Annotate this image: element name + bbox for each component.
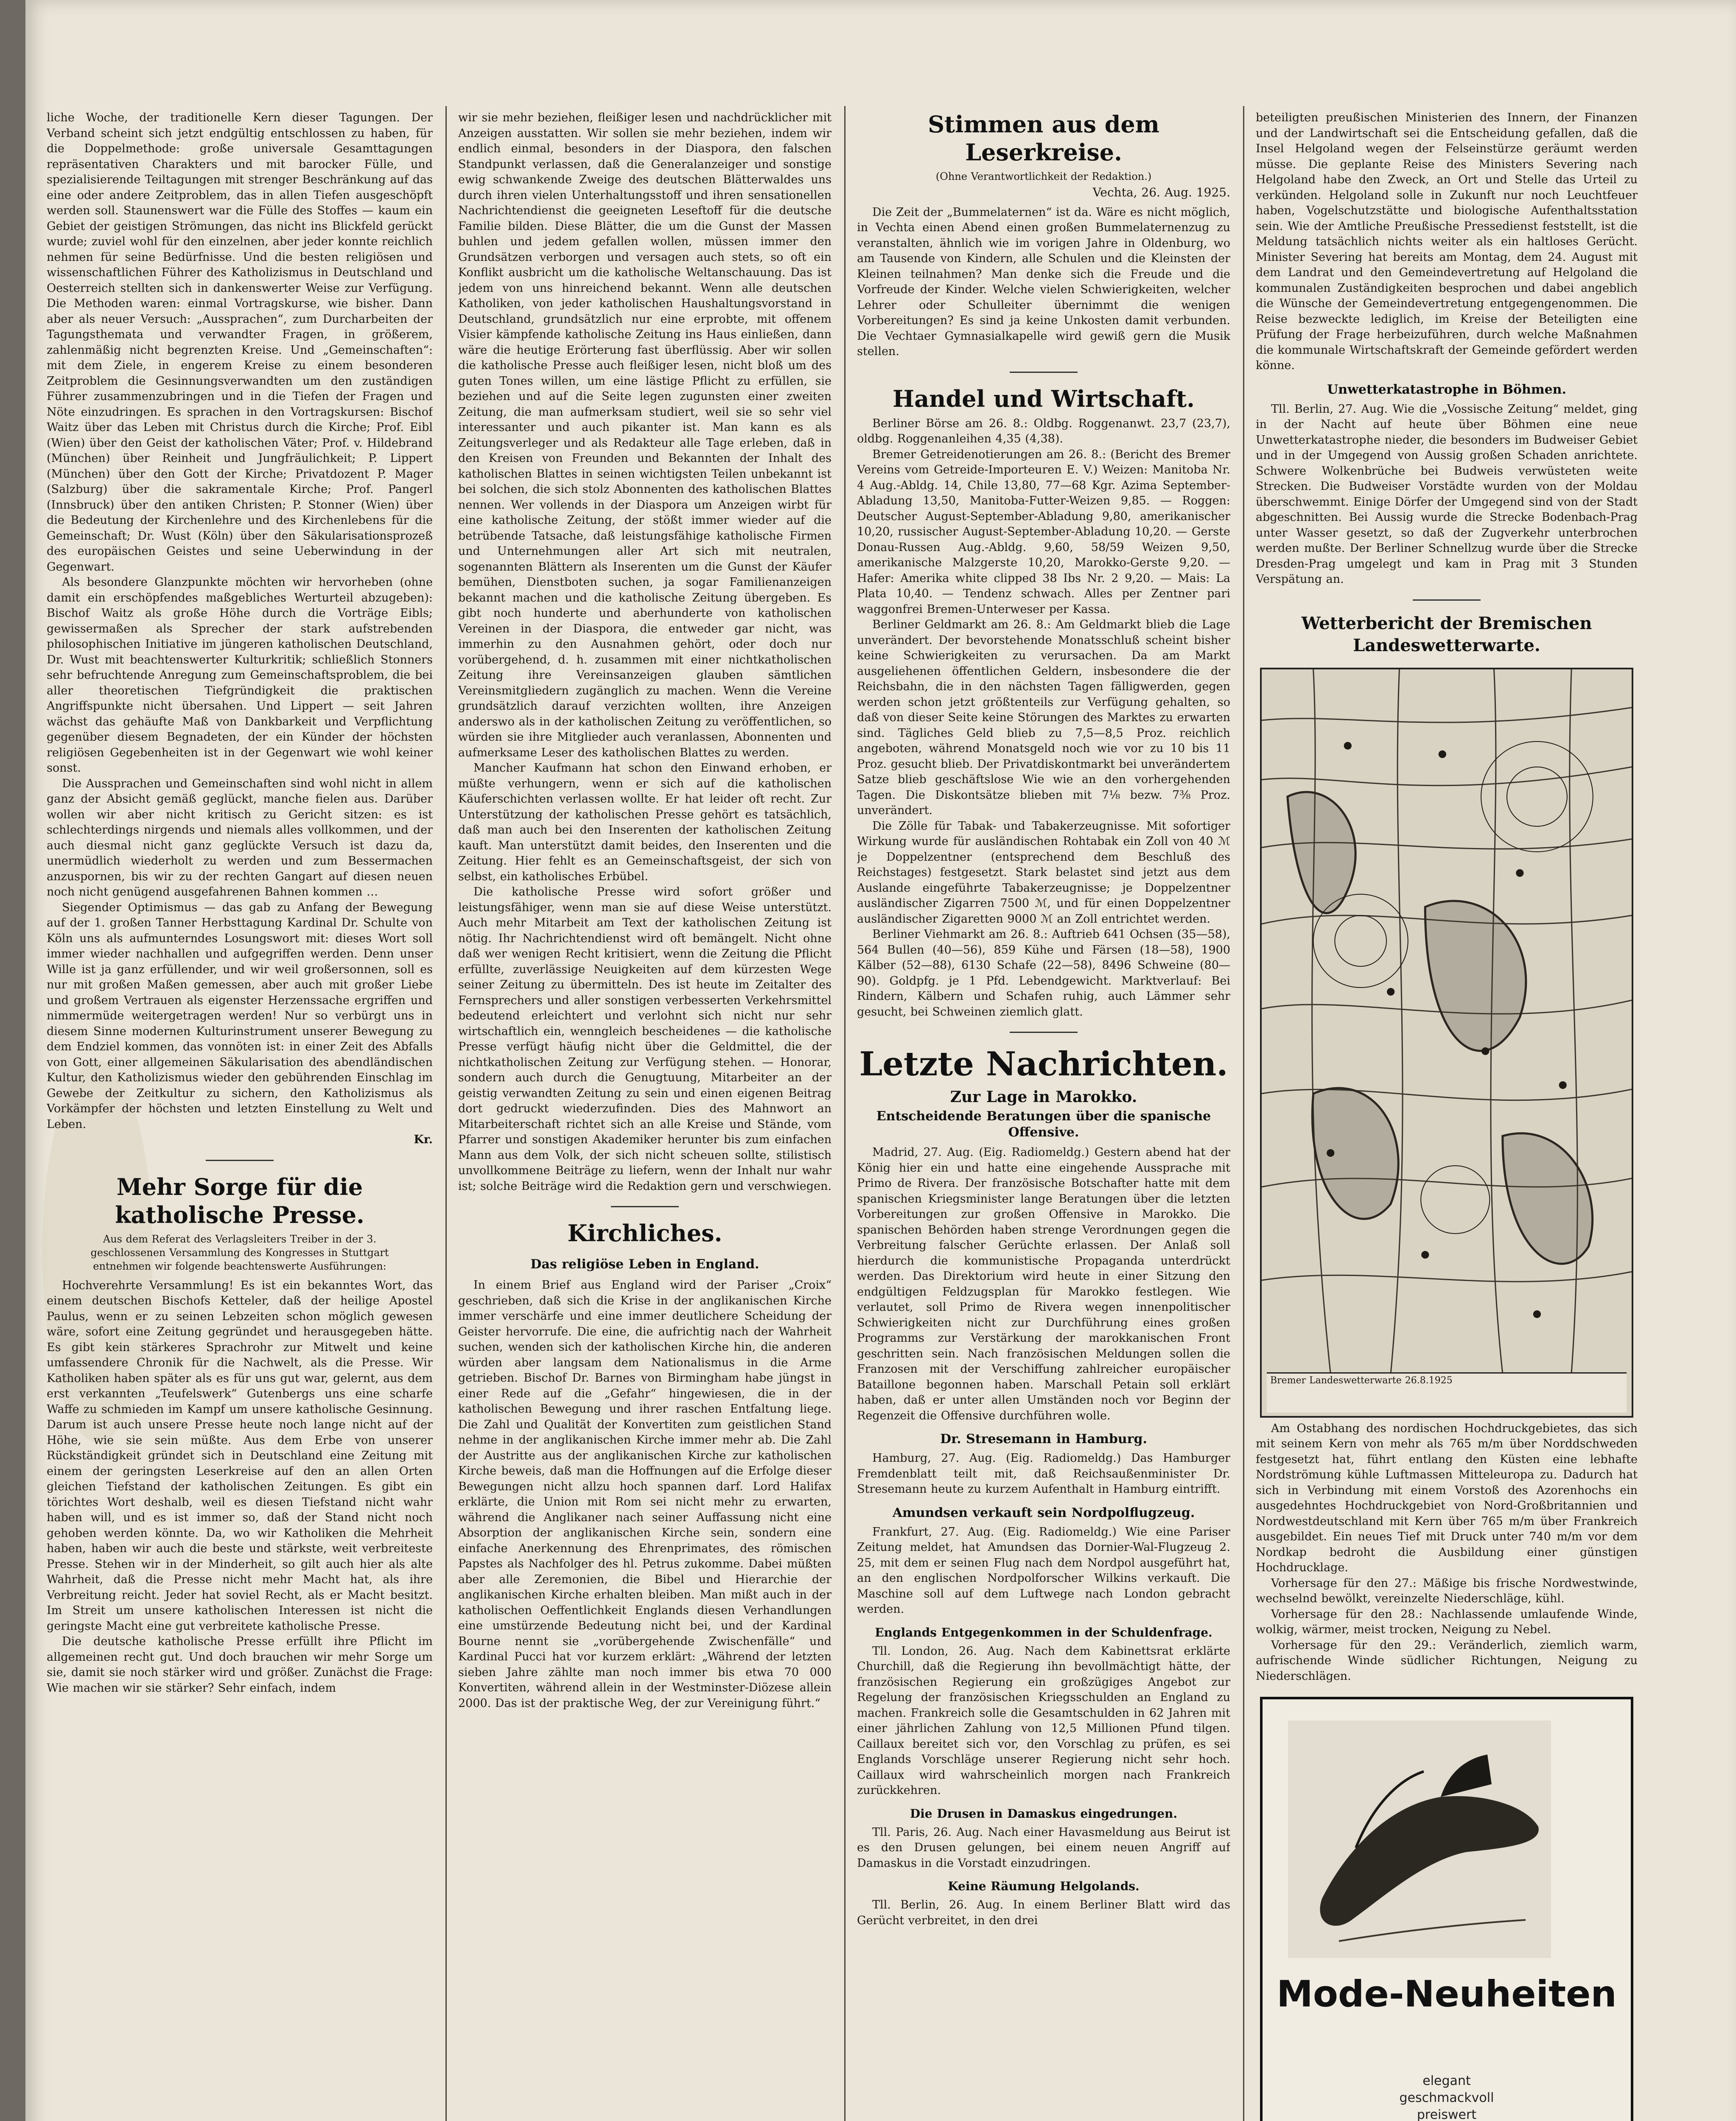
headline-leserkreise: Stimmen aus dem Leserkreise. <box>928 111 1159 166</box>
headline-kirchliches: Kirchliches. <box>567 1220 722 1247</box>
subhead-helgoland: Keine Räumung Helgolands. <box>948 1879 1140 1893</box>
news-paragraph: Madrid, 27. Aug. (Eig. Radiomeldg.) Gestern abend hat der König hier ein und hatte eine eingehende Aussprache mit Primo de Rivera. Der französische Botschafter hatte mit dem spanischen Kriegsminister lange Beratungen über die letzten Vorbereitungen zur großen Offensive in Marokko. Die spanischen Behörden haben strenge Verordnungen gegen die Verbreitung falscher Gerüchte erlassen. Der Anlaß soll hierdurch die kommunistische Propaganda unterdrückt werden. Das Direktorium wird heute in einer Sitzung den endgültigen Feldzugsplan für Marokko festlegen. Wie verlautet, soll Primo de Rivera wegen innenpolitischer Schwierigkeiten nicht zur Durchführung eines großen Programms zur Verstärkung der marokkanischen Front geschritten sein. Nach französischen Meldungen sollen die Franzosen mit der Verschiffung zahlreicher europäischer Bataillone begonnen haben. Marschall Petain soll erklärt haben, daß er unter allen Umständen noch vor Beginn der Regenzeit die Offensive durchführen wolle. <box>857 1146 1230 1422</box>
author-initials: Kr. <box>414 1133 433 1146</box>
article-paragraph: wir sie mehr beziehen, fleißiger lesen und nachdrücklicher mit Anzeigen ausstatten. Wir sollen sie mehr beziehen, indem wir endlich einmal, besonders in der Diaspora, den falschen Standpunkt verlassen, daß die Generalanzeiger und sonstige ewig schwankende Zweige des deutschen Blätterwaldes uns durch ihren vielen Unterhaltungsstoff und ihren sensationellen Nachrichtendienst die geeigneten Leseftoff für die deutsche Familie bilden. Diese Blätter, die um die Gunst der Massen buhlen und jedem gefallen wollen, müssen immer den Grundsätzen verborgen und versagen auch stets, so oft ein Konflikt ausbricht um die katholische Weltanschauung. Das ist jedem von uns hinreichend bekannt. Wenn alle deutschen Katholiken, von jeder katholischen Haushaltungsvorstand in Deutschland, grundsätzlich nur eine erprobte, mit offenem Visier kämpfende katholische Zeitung ins Haus einließen, dann wäre die heutige Erörterung fast überflüssig. Aber wir sollen die katholische Presse auch fleißiger lesen, nicht bloß um des guten Tones willen, um eine lästige Pflicht zu erfüllen, sie beziehen und auf die Seite legen zugunsten einer zweiten Zeitung, die man aufmerksam studiert, weil sie so sehr viel interessanter und auch pikanter ist. Man kann es als Zeitungsverleger und als Redakteur alle Tage erleben, daß in den Kreisen von Freunden und Bekannten der Inhalt des katholischen Blattes in seinen wichtigsten Teilen unbekannt ist bei solchen, die sich stolz Abonnenten des katholischen Blattes nennen. Wer vollends in der Diaspora um Anzeigen wirbt für eine katholische Zeitung, der stößt immer wieder auf die betrübende Tatsache, daß leistungsfähige katholische Firmen und Unternehmungen aller Art sich mit neutralen, sogenannten Blättern als Inserenten um die Gunst der Käufer bemühen, Dienstboten suchen, ja sogar Familienanzeigen bekannt machen und die katholische Zeitung übergeben. Es gibt noch hunderte und aberhunderte von katholischen Vereinen in der Diaspora, die entweder gar nicht, was immerhin zu den Ausnahmen gehört, oder doch nur vorübergehend, d. h. zusammen mit einer nichtkatholischen Zeitung ihre Vereinsanzeigen glauben sämtlichen Vereinsmitgliedern zugänglich zu machen. Wenn die Vereine grundsätzlich darauf verzichten wollten, ihre Anzeigen anderswo als in der katholischen Zeitung zu veröffentlichen, so würden sie ihre Mitglieder auch veranlassen, Abonnenten und aufmerksame Leser des katholischen Blattes zu werden. <box>458 111 832 759</box>
subhead-unwetter: Unwetterkatastrophe in Böhmen. <box>1327 382 1566 397</box>
article-paragraph: liche Woche, der traditionelle Kern dieser Tagungen. Der Verband scheint sich jetzt endgültig entschlossen zu haben, für die Doppelmethode: große universale Gesamttagungen repräsentativen Charakters und mit barocker Fülle, und spezialisierende Teiltagungen mit strenger Beschränkung auf das eine oder andere Zeitproblem, das in allen Tiefen ausgeschöpft werden soll. Staunenswert war die Fülle des Stoffes — kaum ein Gebiet der geistigen Strömungen, das nicht ins Blickfeld gerückt wurde; zuviel wohl für den einzelnen, aber jeder konnte reichlich nehmen für seine Bedürfnisse. Und die besten religiösen und wissenschaftlichen Führer des Katholizismus in Deutschland und Oesterreich stellten sich in dankenswerter Weise zur Verfügung. Die Methoden waren: einmal Vortragskurse, wie bisher. Dann aber als neuer Versuch: „Aussprachen“, zum Durcharbeiten der Tagungsthemata und verwandter Fragen, in größerem, zahlenmäßig nicht begrenzten Kreise. Und „Gemeinschaften“: mit dem Ziele, in engerem Kreise zu einem besonderen Zeitproblem die Gesinnungsverwandten um den zuständigen Führer zusammenzubringen und in die Tiefen der Fragen und Nöte einzudringen. Es sprachen in den Vortragskursen: Bischof Waitz über das Leben mit Christus durch die Kirche; Prof. Eibl (Wien) über den Geist der katholischen Väter; Prof. v. Hildebrand (München) über Reinheit und Jungfräulichkeit; P. Lippert (München) über den Gott der Kirche; Privatdozent P. Mager (Salzburg) über die sakramentale Kirche; Prof. Pangerl (Innsbruck) über den antiken Christen; P. Stonner (Wien) über die Bedeutung der Kirchenlehre und des Kirchenlebens für die Gemeinschaft; Dr. Wust (Köln) über den Säkularisationsprozeß des europäischen Geistes und seine Ueberwindung in der Gegenwart. <box>47 111 433 574</box>
article-paragraph: Hochverehrte Versammlung! Es ist ein bekanntes Wort, das einem deutschen Bischofs Ketteler, daß der heilige Apostel Paulus, wenn er zu seinen Lebzeiten schon möglich gewesen wäre, sofort eine Zeitung gegründet und herausgegeben hätte. Es gibt kein stärkeres Sprachrohr zur Mitwelt und keine umfassendere Chronik für die Nachwelt, als die Presse. Wir Katholiken haben später als es für uns gut war, gelernt, aus dem erst verkannten „Teufelswerk“ Gutenbergs uns eine scharfe Waffe zu schmieden im Kampf um unsere katholische Gesinnung. Darum ist auch unsere Presse heute noch lange nicht auf der Höhe, wie sie sein müßte. Aus dem Erbe von unserer Rückständigkeit gründet sich in Deutschland eine Zeitung mit einem der geringsten Leserkreise auf den an allen Orten gleichen Tiefstand der katholischen Zeitungen. Es gibt ein törichtes Wort deshalb, weil es diesen Tiefstand nicht wahr haben will, und es ist immer so, daß der Stand nicht noch gehoben werden könnte. Da, wo wir Katholiken die Mehrheit haben, haben wir auch die beste und stärkste, weit verbreiteste Presse. Stehen wir in der Minderheit, so gilt auch hier als alte Wahrheit, daß die Presse nicht mehr Macht hat, als ihre Verbreitung reicht. Jeder hat soviel Recht, als er Macht besitzt. Im Streit um unsere katholischen Interessen ist nicht die geringste Macht eine gut verbreitete katholische Presse. <box>47 1279 433 1633</box>
headline-presse: Mehr Sorge für die katholische Presse. <box>115 1173 364 1228</box>
news-paragraph: Tll. Paris, 26. Aug. Nach einer Havasmeldung aus Beirut ist es den Drusen gelungen, bei einem neuen Angriff auf Damaskus in die Vorstadt einzudringen. <box>857 1825 1230 1870</box>
market-report: Berliner Börse am 26. 8.: Oldbg. Roggenanwt. 23,7 (23,7), oldbg. Roggenanleihen 4,35 (4,38). <box>857 417 1230 445</box>
news-paragraph: Frankfurt, 27. Aug. (Eig. Radiomeldg.) Wie eine Pariser Zeitung meldet, hat Amundsen das Dornier-Wal-Flugzeug 2. 25, mit dem er seinen Flug nach dem Nordpol ausgeführt hat, an den englischen Nordpolforscher Wilkins verkauft. Die Maschine soll auf dem Luftwege nach London gebracht werden. <box>857 1525 1230 1616</box>
article-intro: Aus dem Referat des Verlagsleiters Treiber in der 3. geschlossenen Versammlung des Kongresses in Stuttgart entnehmen wir folgende beachtenswerte Ausführungen: <box>90 1233 389 1272</box>
article-paragraph: Mancher Kaufmann hat schon den Einwand erhoben, er müßte verhungern, wenn er sich auf die katholischen Käuferschichten verlassen wollte. Er hat leider oft recht. Zur Unterstützung der katholischen Presse gehört es tatsächlich, daß man auch bei den Inserenten der katholischen Zeitung kauft. Man unterstützt damit beides, den Inserenten und die Zeitung. Hier fehlt es an Gemeinschaftsgeist, der sich von selbst, ein katholisches Erbübel. <box>458 761 832 883</box>
column-rule <box>844 106 846 2121</box>
separator <box>1413 599 1481 601</box>
weather-map <box>1260 668 1633 1418</box>
subhead-drusen: Die Drusen in Damaskus eingedrungen. <box>910 1806 1178 1821</box>
forecast-29: Vorhersage für den 29.: Veränderlich, ziemlich warm, aufrischende Winde südlicher Richtungen, Neigung zu Niederschlägen. <box>1256 1638 1638 1683</box>
headline-wetterbericht: Wetterbericht der Bremischen Landeswetterwarte. <box>1301 613 1592 655</box>
forecast-27: Vorhersage für den 27.: Mäßige bis frische Nordwestwinde, wechselnd bewölkt, vereinzelte Niederschläge, kühl. <box>1256 1576 1638 1605</box>
forecast-28: Vorhersage für den 28.: Nachlassende umlaufende Winde, wolkig, wärmer, meist trocken, Neigung zu Nebel. <box>1256 1607 1638 1636</box>
weather-paragraph: Am Ostabhang des nordischen Hochdruckgebietes, das sich mit seinem Kern von mehr als 765 m/m über Norddschweden festgesetzt hat, führt entlang den Küsten eine lebhafte Nordströmung kühle Luftmassen Mitteleuropa zu. Dadurch hat sich in Verbindung mit einem Vorstoß des Azorenhochs ein ausgedehntes Hochdruckgebiet von Nord-Großbritannien und Nordwestdeutschland mit Kern über 765 m/m über Frankreich ausgebildet. Ein neues Tief mit Druck unter 740 m/m vor dem Nordkap bedroht die Ausbildung einer günstigen Hochdrucklage. <box>1256 1421 1638 1574</box>
column-1 <box>47 110 433 2121</box>
news-paragraph: Tll. London, 26. Aug. Nach dem Kabinettsrat erklärte Churchill, daß die Regierung ihn bevollmächtigt hätte, der französischen Regierung ein großzügiges Angebot zur Regelung der französischen Kriegsschulden an England zu machen. Frankreich solle die Gesamtschulden in 62 Jahren mit einer jährlichen Zahlung von 12,5 Millionen Pfund tilgen. Caillaux bereitet sich vor, den Vorschlag zu prüfen, es sei Englands Vorschläge unserer Regierung nicht sehr hoch. Caillaux wird wahrscheinlich morgen nach Frankreich zurückkehren. <box>857 1644 1230 1797</box>
weather-map-graphic <box>1262 669 1632 1416</box>
column-3 <box>857 110 1230 2121</box>
article-paragraph: Die Aussprachen und Gemeinschaften sind wohl nicht in allem ganz der Absicht gemäß geglückt, manche fielen aus. Darüber wollen wir aber nicht kritisch zu Gericht sitzen: es ist schlechterdings nirgends und niemals alles vollkommen, und der auch diesmal nicht ganz geglückte Versuch ist dazu da, unermüdlich wiederholt zu werden und zum Bessermachen anzuspornen, bis wir zu der rechten Gangart auf diesen neuen noch nicht genügend ausgefahrenen Bahnen kommen … <box>47 777 433 898</box>
market-report: Bremer Getreidenotierungen am 26. 8.: (Bericht des Bremer Vereins vom Getreide-Importeuren E. V.) Weizen: Manitoba Nr. 4 Aug.-Abldg. 14, Chile 13,80, 77—68 Kgr. Azima September-Abladung 13,50, Manitoba-Futter-Weizen 9,85. — Roggen: Deutscher August-September-Abladung 9,80, amerikanischer 10,20, russischer August-September-Abladung 10,20. — Gerste Donau-Russen Aug.-Abldg. 9,60, 58/59 Weizen 9,50, amerikanische Malzgerste 10,20, Marokko-Gerste 9,20. — Hafer: Amerika white clipped 38 Ibs Nr. 2 9,20. — Mais: La Plata 10,40. — Tendenz schwach. Alles per Zentner pari waggonfrei Bremen-Unterweser per Kassa. <box>857 448 1230 616</box>
article-paragraph: Als besondere Glanzpunkte möchten wir hervorheben (ohne damit ein erschöpfendes maßgebliches Werturteil abzugeben): Bischof Waitz als große Höhe durch die Vorträge Eibls; gewissermaßen als Sprecher der stark aufstrebenden philosophischen Initiative im jüngeren katholischen Deutschland, Dr. Wust mit beachtenswerter Kulturkritik; schließlich Stonners sehr befruchtende Anregung zum Gemeinschaftsproblem, die bei aller theoretischen Tiefgründigkeit die praktischen Angriffspunkte nicht übersahen. Und Lippert — seit Jahren wächst das gehäufte Maß von Dankbarkeit und Verpflichtung gegenüber diesem Begnadeten, der ein Künder der höchsten religiösen Gegebenheiten ist in der Gegenwart wie wohl keiner sonst. <box>47 576 433 775</box>
advertisement-gerhardi <box>1260 1697 1633 2121</box>
market-report: Die Zölle für Tabak- und Tabakerzeugnisse. Mit sofortiger Wirkung wurde für ausländischen Rohtabak ein Zoll von 40 ℳ je Doppelzentner (entsprechend dem Beschluß des Reichstages) festgesetzt. Stark belastet sind jetzt aus dem Auslande eingeführte Tabakerzeugnisse; je Doppelzentner ausländischer Zigarren 7500 ℳ, und für einen Doppelzentner ausländischer Zigaretten 9000 ℳ an Zoll entrichtet werden. <box>857 819 1230 926</box>
subhead-stresemann: Dr. Stresemann in Hamburg. <box>940 1432 1147 1447</box>
article-paragraph: In einem Brief aus England wird der Pariser „Croix“ geschrieben, daß sich die Krise in der anglikanischen Kirche immer verschärfe und eine immer deutlichere Scheidung der Geister hervorrufe. Die eine, die aufrichtig nach der Wahrheit suchen, wenden sich der katholischen Kirche hin, die anderen würden aber langsam dem Nationalismus in die Arme getrieben. Bischof Dr. Barnes von Birmingham habe jüngst in einer Rede auf die „Gefahr“ hingewiesen, die in der katholischen Bewegung und ihrer raschen Entfaltung liege. Die Zahl und Qualität der Konvertiten zum geistlichen Stand nehme in der anglikanischen Kirche immer mehr ab. Die Zahl der Austritte aus der anglikanischen Kirche zur katholischen Kirche beweis, daß man die Hoffnungen auf die Erfolge dieser Bewegungen nicht allzu hoch spannen darf. Lord Halifax erklärte, die Union mit Rom sei nicht mehr zu erwarten, während die Anglikaner nach seiner Auffassung nicht eine Absorption der anglikanischen Kirche sein, sondern eine einfache Anerkennung des Ehrenprimates, des römischen Papstes als Nachfolger des hl. Petrus zukomme. Dabei müßten aber alle Zeremonien, die Bibel und Hierarchie der anglikanischen Kirche erhalten bleiben. Man mißt auch in der katholischen Oeffentlichkeit Englands diesen Verhandlungen eine umstürzende Bedeutung nicht bei, und der Kardinal Bourne nennt sie „vorübergehende Zwischenfälle“ und Kardinal Pucci hat vor kurzem erklärt: „Während der letzten sieben Jahre zählte man noch immer bis etwa 70 000 Konvertiten, während allein in der Westminster-Diözese allein 2000. Das ist der praktische Weg, der zur Vereinigung führt.“ <box>458 1279 832 1710</box>
headline-handel: Handel und Wirtschaft. <box>893 385 1195 412</box>
article-paragraph: Die deutsche katholische Presse erfüllt ihre Pflicht im allgemeinen recht gut. Und doch brauchen wir mehr Sorge um sie, damit sie noch stärker wird und größer. Zunächst die Frage: Wie machen wir sie stärker? Sehr einfach, indem <box>47 1635 433 1695</box>
column-4 <box>1256 110 1638 2121</box>
news-paragraph: Tll. Berlin, 27. Aug. Wie die „Vossische Zeitung“ meldet, ging in der Nacht auf heute über Böhmen eine neue Unwetterkatastrophe nieder, die besonders im Budweiser Gebiet und in der Umgegend von Aussig großen Schaden anrichtete. Schwere Wolkenbrüche bei Budweis verwüsteten weite Strecken. Die Budweiser Vorstädte wurden von der Moldau überschwemmt. Einige Dörfer der Umgegend sind von der Stadt abgeschnitten. Bei Aussig wurde die Strecke Bodenbach-Prag unter Wasser gesetzt, so daß der Zugverkehr unterbrochen werden mußte. Der Berliner Schnellzug wurde über die Strecke Dresden-Prag umgelegt und kam in Prag mit 3 Stunden Verspätung an. <box>1256 402 1638 586</box>
separator <box>206 1160 274 1161</box>
headline-letzte-nachrichten: Letzte Nachrichten. <box>859 1045 1228 1083</box>
article-paragraph: Die katholische Presse wird sofort größer und leistungsfähiger, wenn man sie auf diese Weise unterstützt. Auch mehr Mitarbeit am Text der katholischen Zeitung ist nötig. Ihr Nachrichtendienst wird oft bemängelt. Nicht ohne daß wer wenigen Recht kritisiert, wenn die Zeitung die Pflicht erfüllte, zuverlässige Neuigkeiten auf dem kürzesten Wege seiner Zeitung zu übermitteln. Des ist heute im Zeitalter des Fernsprechers und aller sonstigen verbesserten Verkehrsmittel bedeutend erleichtert und verlohnt sich nicht nur sehr wirtschaftlich ein, wenngleich bescheidenes — die katholische Presse verfügt häufig nicht über die Geldmittel, die der nichtkatholischen Zeitung zur Verfügung stehen. — Honorar, sondern auch durch die Genugtuung, Mitarbeiter an der geistig verwandten Zeitung zu sein und einen eigenen Beitrag dort gedruckt wiederzufinden. Dies des Mahnwort an Mitarbeiterschaft richtet sich an alle Kreise und Stände, vom Pfarrer und sonstigen Akademiker herunter bis zum einfachen Mann aus dem Volk, der sich nicht scheuen sollte, stilistisch unvollkommene Beiträge zu liefern, wenn der Inhalt nur wahr ist; solche Beiträge wird die Redaktion gern und verschwiegen. <box>458 885 832 1193</box>
column-rule <box>445 106 447 2121</box>
subhead-england: Das religiöse Leben in England. <box>530 1257 759 1272</box>
news-paragraph: Tll. Berlin, 26. Aug. In einem Berliner Blatt wird das Gerücht verbreitet, in den drei <box>857 1898 1230 1927</box>
subhead-marokko: Zur Lage in Marokko. <box>950 1088 1137 1106</box>
separator <box>611 1206 679 1207</box>
subhead-amundsen: Amundsen verkauft sein Nordpolflugzeug. <box>892 1505 1195 1520</box>
subhead-schuldenfrage: Englands Entgegenkommen in der Schuldenfrage. <box>875 1625 1212 1640</box>
ad-title: Mode-Neuheiten <box>1277 1973 1617 2015</box>
column-2 <box>458 110 832 2121</box>
separator <box>1010 1032 1078 1033</box>
newspaper-page <box>25 0 1736 2121</box>
market-report: Berliner Viehmarkt am 26. 8.: Auftrieb 641 Ochsen (35—58), 564 Bullen (40—56), 859 Kühe und Färsen (18—58), 1900 Kälber (52—88), 6130 Schafe (22—58), 8496 Schweine (80—90). Goldpfg. je 1 Pfd. Lebendgewicht. Marktverlauf: Bei Rindern, Kälbern und Schafen ruhig, auch Lämmer sehr gesucht, bei Schweinen ziemlich glatt. <box>857 928 1230 1019</box>
article-paragraph: Siegender Optimismus — das gab zu Anfang der Bewegung auf der 1. großen Tanner Herbsttagung Kardinal Dr. Schulte von Köln uns als aufmunterndes Losungswort mit: dieses Wort soll immer wieder nachhallen und aufgegriffen werden. Denn unser Wille ist ja ganz erfüllender, und wir weil großersonnen, soll es nur mit großen Maßen gemessen, aber auch mit großer Liebe und großem Vertrauen als eigenster Herzenssache ergriffen und nimmermüde weitergetragen werden! Nur so verbürgt uns in diesem Sinne modernen Kulturinstrument unserer Bewegung zu dem Endziel kommen, das vonnöten ist: in einer Zeit des Abfalls von Gott, einer allgemeinen Säkularisation des abendländischen Kultur, den Katholizismus wieder den gebührenden Einschlag im Gewebe der Zeitkultur zu sichern, den Katholizismus als Vorkämpfer der höchsten und letzten Einstellung zu Welt und Leben. <box>47 901 433 1131</box>
news-paragraph: Hamburg, 27. Aug. (Eig. Radiomeldg.) Das Hamburger Fremdenblatt teilt mit, daß Reichsaußenminister Dr. Stresemann heute zu kurzem Aufenthalt in Hamburg eintrifft. <box>857 1452 1230 1496</box>
dateline: Vechta, 26. Aug. 1925. <box>1092 185 1230 199</box>
editor-note: (Ohne Verantwortlichkeit der Redaktion.) <box>935 171 1152 182</box>
subhead-offensive: Entscheidende Beratungen über die spanische Offensive. <box>876 1109 1211 1140</box>
column-rule <box>1243 106 1244 2121</box>
separator <box>1010 372 1078 373</box>
article-paragraph: beteiligten preußischen Ministerien des Innern, der Finanzen und der Landwirtschaft sei die Entscheidung gefallen, daß die Insel Helgoland wegen der Felseinstürze geräumt werden müsse. Die geplante Reise des Ministers Severing nach Helgoland habe den Zweck, an Ort und Stelle das Urteil zu verkünden. Helgoland solle in Zukunft nur noch Leuchtfeuer haben, Vogelschutzstätte und biologische Aufenthaltsstation sein. Wie der Amtliche Preußische Pressedienst feststellt, ist die Meldung tatsächlich nichts weiter als ein haltloses Gerücht. Minister Severing hat bereits am Montag, dem 24. August mit dem Landrat und den Gemeindevertretung auf Helgoland die kommunalen Zuständigkeiten besprochen und dabei angeblich die Wünsche der Gemeindevertretung entgegengenommen. Die Reise bezweckte lediglich, im Kreise der Beteiligten eine Prüfung der Frage herbeizuführen, durch welche Maßnahmen die kommunale Wirtschaftskraft der Gemeinde gefördert werden könne. <box>1256 111 1638 372</box>
article-paragraph: Die Zeit der „Bummelaternen“ ist da. Wäre es nicht möglich, in Vechta einen Abend einen großen Bummelaternenzug zu veranstalten, ähnlich wie im vorigen Jahre in Oldenburg, wo am Tausende von Kindern, alle Schulen und die Kleinsten der Kleinen teilnahmen? Man denke sich die Freude und die Vorfreude der Kinder. Welche vielen Schwierigkeiten, welcher Lehrer oder Schulleiter übernimmt die wenigen Vorbereitungen? Es sind ja keine Unkosten damit verbunden. Die Vechtaer Gymnasialkapelle wird gewiß gern die Musik stellen. <box>857 205 1230 358</box>
weather-map-caption: Bremer Landeswetterwarte 26.8.1925 <box>1267 1372 1627 1413</box>
ad-subtitle: elegant geschmackvoll preiswert <box>1399 2073 1494 2121</box>
shoe-illustration <box>1288 1721 1551 1958</box>
market-report: Berliner Geldmarkt am 26. 8.: Am Geldmarkt blieb die Lage unverändert. Der bevorstehende Monatsschluß scheint bisher keine Schwierigkeiten zu verursachen. Da am Markt ausgeliehenen öffentlichen Geldern, insbesondere die der Reichsbahn, die in den nächsten Tagen fälligwerden, gegen werden schon jetzt größtenteils zur Verfügung gehalten, so daß von dieser Seite keine Störungen des Marktes zu erwarten sind. Tägliches Geld blieb zu 7,5—8,5 Proz. reichlich angeboten, während Monatsgeld noch wie vor zu 10 bis 11 Proz. gesucht blieb. Der Privatdiskontmarkt bei unverändertem Satze blieb geschäftslose Wie wie an den vorhergehenden Tagen. Die Diskontsätze blieben mit 7⅛ bezw. 7⅜ Proz. unverändert. <box>857 618 1230 817</box>
